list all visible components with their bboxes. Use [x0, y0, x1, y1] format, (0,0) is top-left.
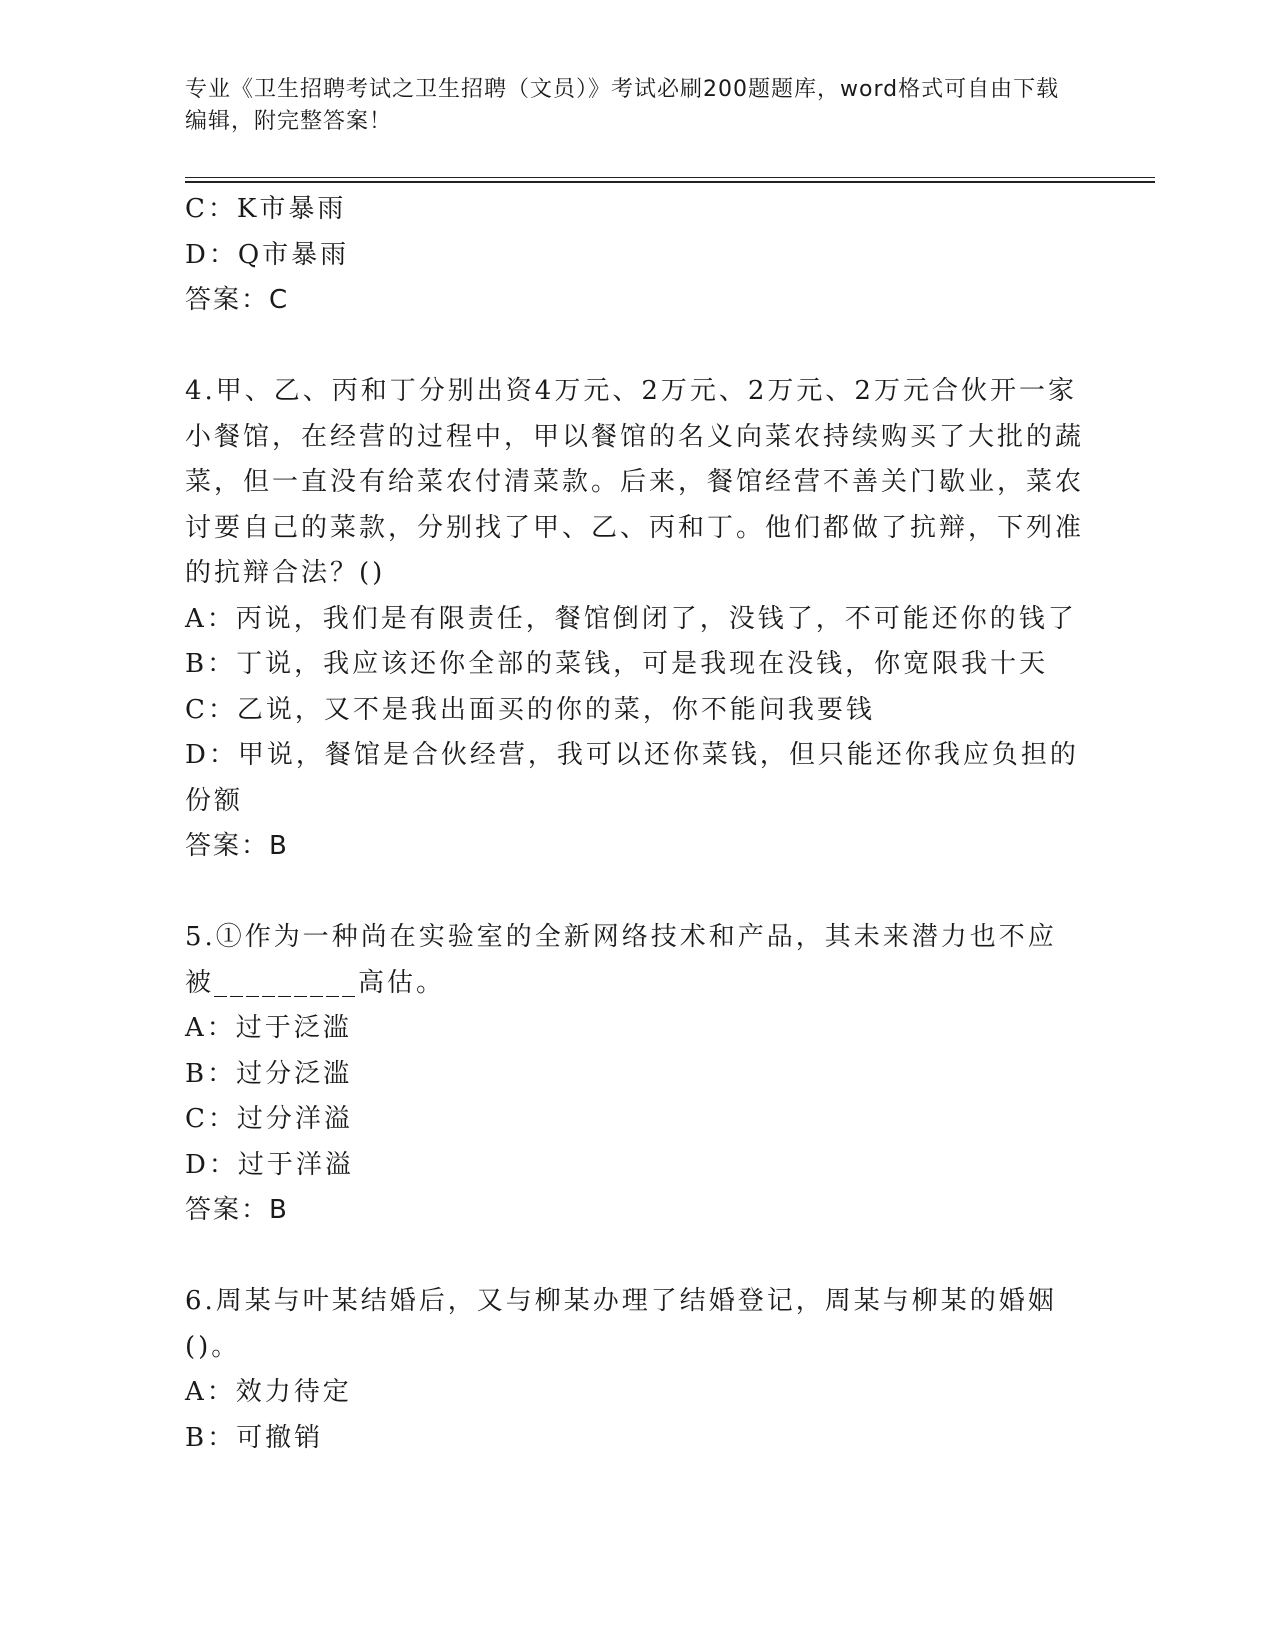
option-key: D：	[185, 239, 238, 270]
option-key: B：	[185, 1422, 237, 1453]
question-3	[185, 187, 1085, 324]
option-text: 丙说，我们是有限责任，餐馆倒闭了，没钱了，不可能还你的钱了	[235, 603, 1077, 634]
question-6	[185, 1279, 1085, 1461]
option-b	[185, 1416, 1085, 1462]
option-text: 过分洋溢	[236, 1104, 353, 1134]
option-c	[185, 688, 1085, 734]
option-text: 过于洋溢	[237, 1149, 354, 1180]
option-text: 可撤销	[236, 1422, 324, 1453]
option-key: C：	[185, 1104, 237, 1134]
spacer	[185, 870, 1085, 916]
question-stem: 6.周某与叶某结婚后，又与柳某办理了结婚登记，周某与柳某的婚姻()。	[185, 1286, 1057, 1362]
option-c	[185, 1097, 1085, 1143]
option-key: D：	[185, 1149, 238, 1180]
option-text: 丁说，我应该还你全部的菜钱，可是我现在没钱，你宽限我十天	[236, 649, 1049, 679]
option-text: 过分泛滥	[236, 1058, 353, 1089]
question-stem: 4.甲、乙、丙和丁分别出资4万元、2万元、2万元、2万元合伙开一家小餐馆，在经营的过程中，甲以餐馆的名义向菜农持续购买了大批的蔬菜，但一直没有给菜农付清菜款。后来，餐馆经营不善关门歇业，菜农讨要自己的菜款，分别找了甲、乙、丙和丁。他们都做了抗辩，下列准的抗辩合法？()	[185, 376, 1085, 588]
question-stem: 5.①作为一种尚在实验室的全新网络技术和产品，其未来潜力也不应被_________高估。	[185, 922, 1057, 998]
option-d	[185, 233, 1085, 279]
option-d	[185, 733, 1085, 824]
spacer	[185, 1234, 1085, 1280]
answer-line: 答案：B	[185, 831, 289, 861]
option-text: 乙说，又不是我出面买的你的菜，你不能问我要钱	[236, 694, 875, 725]
option-key: A：	[185, 1377, 236, 1407]
answer-line: 答案：B	[185, 1195, 289, 1225]
option-b	[185, 642, 1085, 688]
option-a	[185, 1370, 1085, 1416]
option-text: K市暴雨	[236, 194, 347, 224]
option-key: C：	[185, 194, 237, 224]
option-c	[185, 187, 1085, 233]
question-4	[185, 369, 1085, 870]
document-title: 专业《卫生招聘考试之卫生招聘（文员）》考试必刷200题题库，word格式可自由下载编辑，附完整答案！	[185, 77, 1060, 134]
question-content	[185, 187, 1085, 1461]
option-text: 过于泛滥	[235, 1013, 352, 1043]
option-a	[185, 1006, 1085, 1052]
option-key: B：	[185, 649, 237, 679]
option-text: Q市暴雨	[237, 239, 350, 270]
question-5	[185, 915, 1085, 1234]
option-key: C：	[185, 694, 237, 725]
option-key: A：	[185, 603, 236, 634]
option-key: B：	[185, 1058, 237, 1089]
page-header	[185, 74, 1065, 138]
spacer	[185, 324, 1085, 370]
answer-line: 答案：C	[185, 285, 290, 315]
header-divider-thick	[185, 181, 1155, 183]
option-a	[185, 597, 1085, 643]
option-key: A：	[185, 1013, 236, 1043]
option-key: D：	[185, 740, 238, 770]
option-text: 效力待定	[235, 1377, 352, 1407]
option-b	[185, 1052, 1085, 1098]
option-text: 甲说，餐馆是合伙经营，我可以还你菜钱，但只能还你我应负担的份额	[185, 740, 1079, 816]
option-d	[185, 1143, 1085, 1189]
header-divider	[185, 177, 1155, 178]
